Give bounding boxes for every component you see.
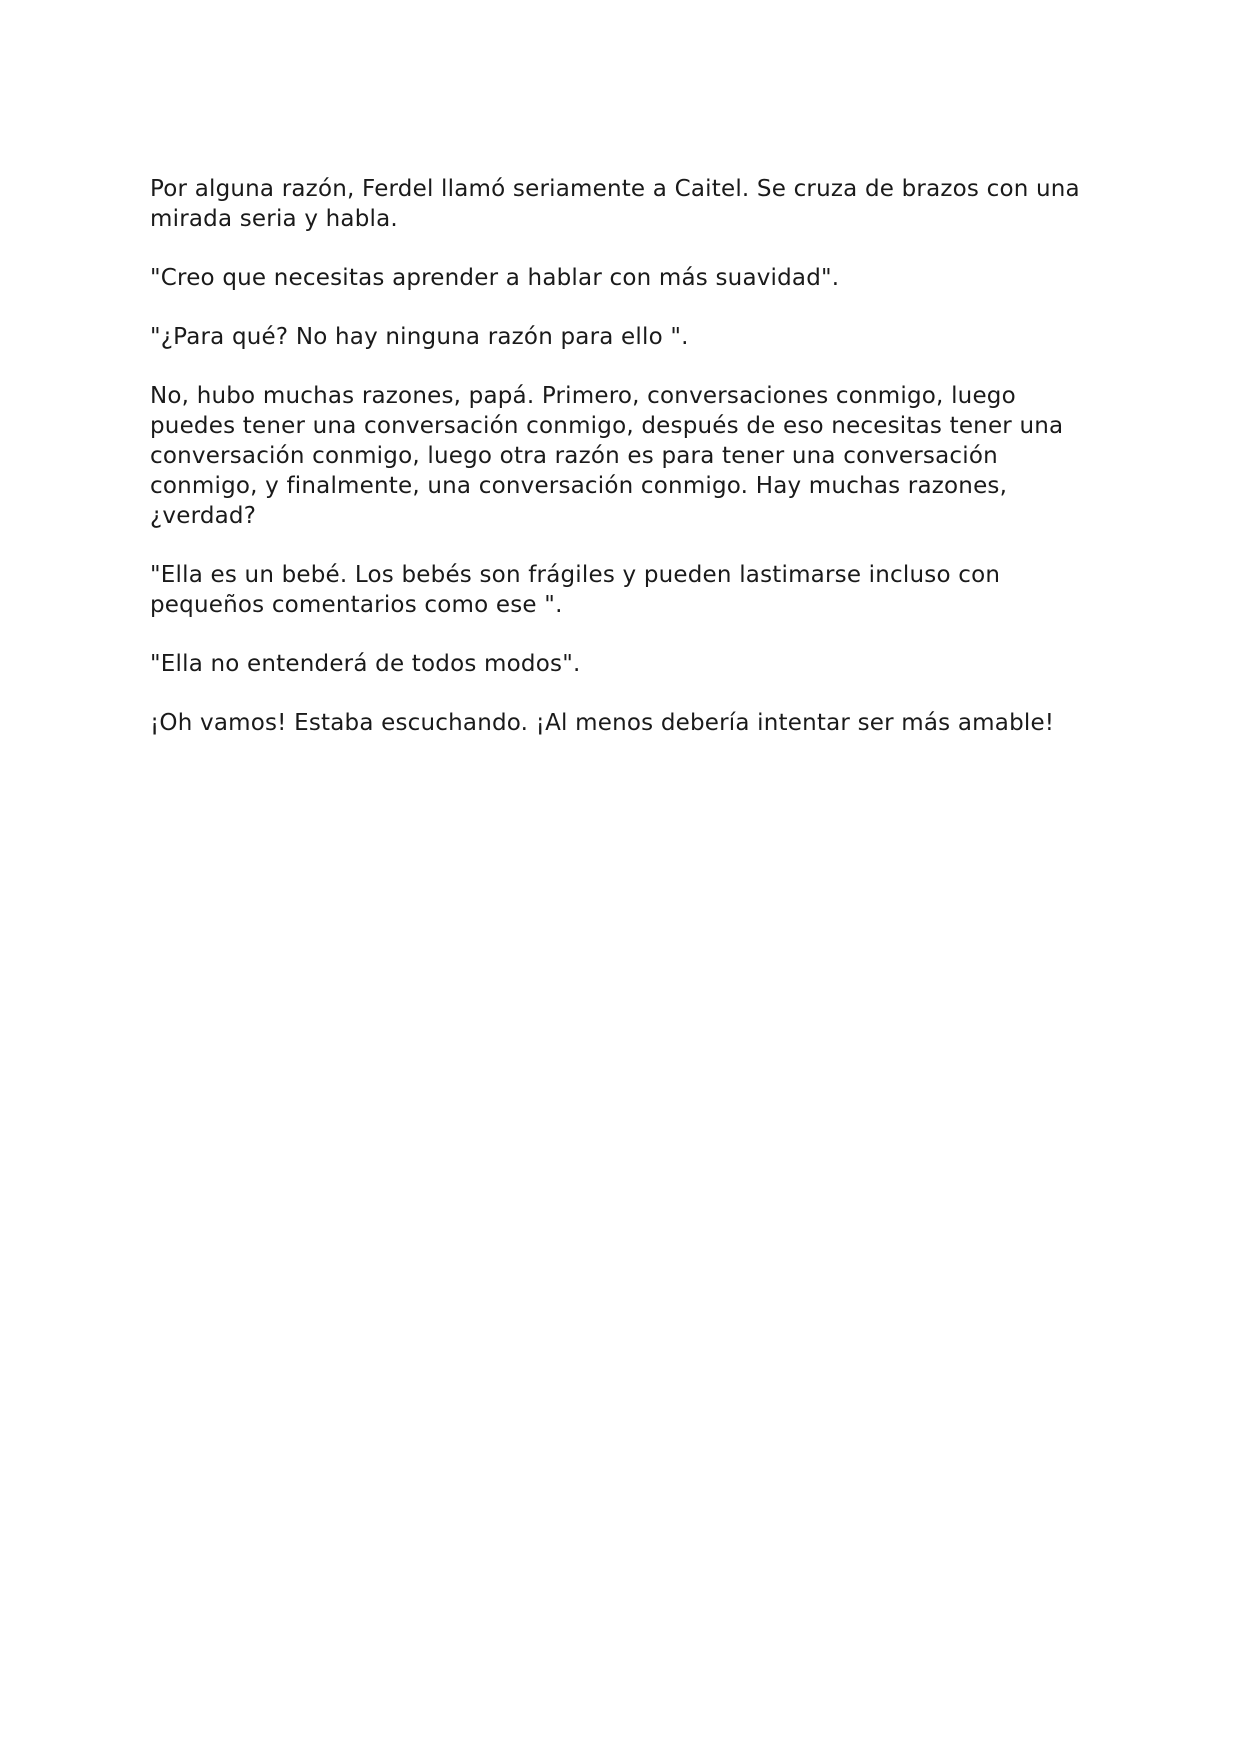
paragraph: Por alguna razón, Ferdel llamó seriamente a Caitel. Se cruza de brazos con una mirada seria y habla.: [150, 176, 1080, 232]
paragraph: "¿Para qué? No hay ninguna razón para ello ".: [150, 324, 689, 350]
paragraph: ¡Oh vamos! Estaba escuchando. ¡Al menos debería intentar ser más amable!: [150, 710, 1055, 736]
document-body: [150, 174, 1095, 767]
paragraph: "Ella es un bebé. Los bebés son frágiles y pueden lastimarse incluso con pequeños comentarios como ese ".: [150, 562, 1001, 618]
paragraph: "Creo que necesitas aprender a hablar con más suavidad".: [150, 265, 840, 291]
paragraph: "Ella no entenderá de todos modos".: [150, 651, 581, 677]
paragraph: No, hubo muchas razones, papá. Primero, conversaciones conmigo, luego puedes tener una conversación conmigo, después de eso necesitas tener una conversación conmigo, luego otra razón es para tener una conversación conmigo, y finalmente, una conversación conmigo. Hay muchas razones, ¿verdad?: [150, 383, 1064, 529]
